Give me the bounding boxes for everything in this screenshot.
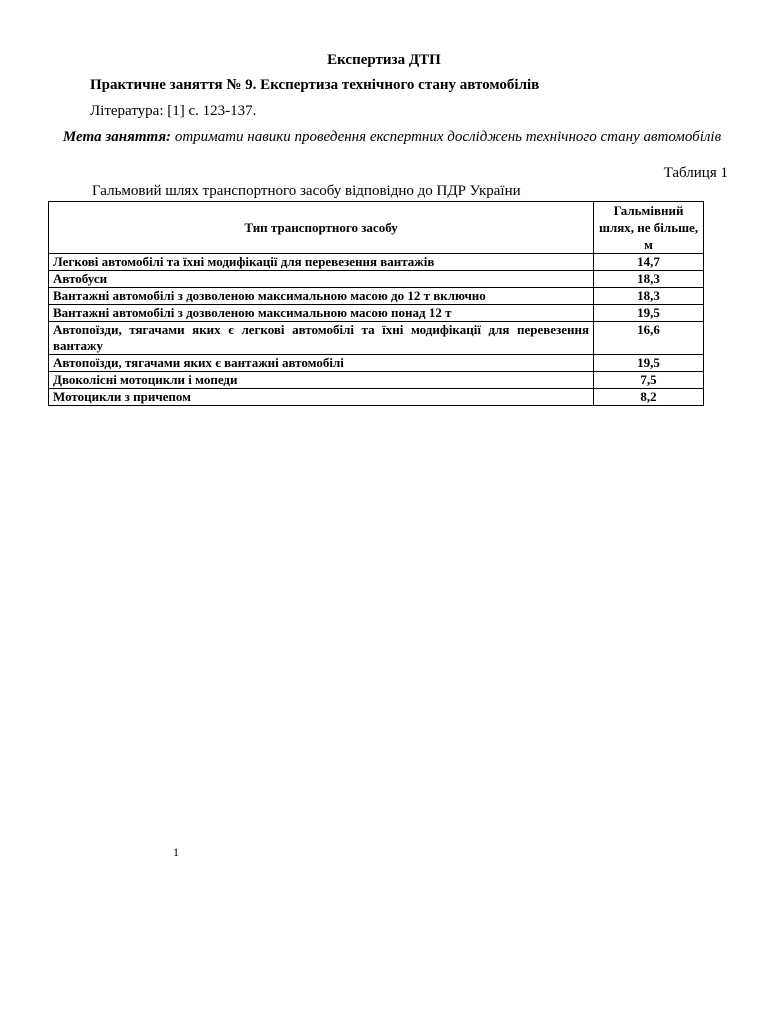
page-title: Експертиза ДТП [327, 52, 441, 68]
table-caption: Гальмовий шлях транспортного засобу відповідно до ПДР України [92, 183, 521, 199]
page-number: 1 [173, 845, 179, 859]
lesson-goal [50, 128, 734, 146]
cell-braking-distance: 16,6 [594, 322, 704, 355]
cell-vehicle-type: Мотоцикли з причепом [49, 389, 594, 406]
lesson-title: Практичне заняття № 9. Експертиза технічного стану автомобілів [90, 77, 540, 93]
cell-braking-distance: 8,2 [594, 389, 704, 406]
header-braking-distance: Гальмівний шлях, не більше, м [594, 202, 704, 254]
cell-braking-distance: 18,3 [594, 271, 704, 288]
cell-vehicle-type: Двоколісні мотоцикли і мопеди [49, 372, 594, 389]
table-row [49, 271, 704, 288]
table-row [49, 288, 704, 305]
cell-braking-distance: 7,5 [594, 372, 704, 389]
cell-vehicle-type: Вантажні автомобілі з дозволеною максимальною масою до 12 т включно [49, 288, 594, 305]
goal-label: Мета заняття: [62, 129, 172, 145]
cell-vehicle-type: Автопоїзди, тягачами яких є легкові автомобілі та їхні модифікації для перевезення вантажу [49, 322, 594, 355]
cell-vehicle-type: Легкові автомобілі та їхні модифікації для перевезення вантажів [49, 254, 594, 271]
braking-distance-table [48, 201, 704, 406]
cell-vehicle-type: Автопоїзди, тягачами яких є вантажні автомобілі [49, 355, 594, 372]
cell-vehicle-type: Вантажні автомобілі з дозволеною максимальною масою понад 12 т [49, 305, 594, 322]
cell-braking-distance: 19,5 [594, 355, 704, 372]
table-number: Таблиця 1 [663, 165, 728, 181]
table-row [49, 322, 704, 355]
cell-braking-distance: 19,5 [594, 305, 704, 322]
table-row [49, 372, 704, 389]
goal-text: отримати навики проведення експертних досліджень технічного стану автомобілів [171, 129, 722, 145]
cell-vehicle-type: Автобуси [49, 271, 594, 288]
header-vehicle-type: Тип транспортного засобу [49, 202, 594, 254]
table-row [49, 254, 704, 271]
table-header-row [49, 202, 704, 254]
table-row [49, 355, 704, 372]
cell-braking-distance: 14,7 [594, 254, 704, 271]
cell-braking-distance: 18,3 [594, 288, 704, 305]
table-row [49, 305, 704, 322]
table-row [49, 389, 704, 406]
literature-reference: Література: [1] с. 123-137. [90, 103, 257, 119]
